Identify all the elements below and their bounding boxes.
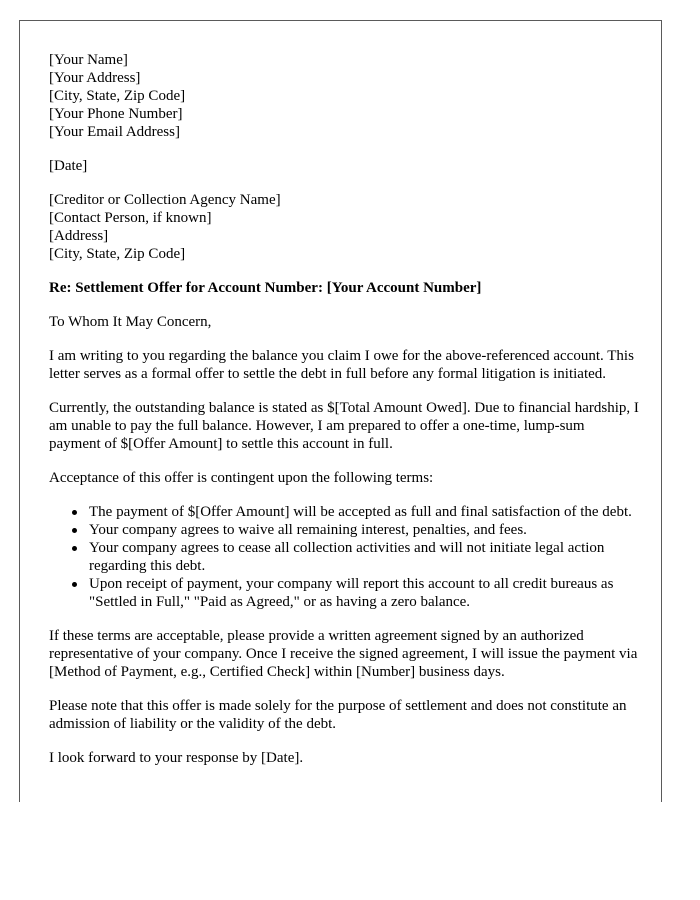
- sender-block: [49, 51, 639, 141]
- recipient-address: [Address]: [49, 228, 109, 244]
- recipient-city-state-zip: [City, State, Zip Code]: [49, 246, 186, 262]
- letter-date: [Date]: [49, 158, 88, 174]
- disclaimer-paragraph: Please note that this offer is made solely for the purpose of settlement and does not constitute an admission of liability or the validity of the debt.: [49, 698, 627, 732]
- sender-name: [Your Name]: [49, 52, 128, 68]
- sender-phone: [Your Phone Number]: [49, 106, 183, 122]
- closing-paragraph: I look forward to your response by [Date].: [49, 750, 304, 766]
- recipient-name: [Creditor or Collection Agency Name]: [49, 192, 281, 208]
- offer-paragraph: Currently, the outstanding balance is stated as $[Total Amount Owed]. Due to financial hardship, I am unable to pay the full balance. However, I am prepared to offer a one-time, lump-sum payment of $[Offer Amount] to settle this account in full.: [49, 400, 639, 452]
- list-item: Your company agrees to waive all remaining interest, penalties, and fees.: [89, 521, 639, 539]
- salutation: To Whom It May Concern,: [49, 314, 212, 330]
- list-item: Upon receipt of payment, your company will report this account to all credit bureaus as "Settled in Full," "Paid as Agreed," or as having a zero balance.: [89, 575, 639, 611]
- letter-page: [19, 20, 662, 802]
- recipient-block: [49, 191, 639, 263]
- list-item: Your company agrees to cease all collection activities and will not initiate legal action regarding this debt.: [89, 539, 639, 575]
- sender-address: [Your Address]: [49, 70, 141, 86]
- sender-city-state-zip: [City, State, Zip Code]: [49, 88, 186, 104]
- sender-email: [Your Email Address]: [49, 124, 180, 140]
- terms-intro-paragraph: Acceptance of this offer is contingent upon the following terms:: [49, 470, 434, 486]
- date-block: [49, 157, 639, 175]
- agreement-paragraph: If these terms are acceptable, please provide a written agreement signed by an authorized representative of your company. Once I receive the signed agreement, I will issue the payment via [Method of Payment, e.g., Certified Check] within [Number] business days.: [49, 628, 638, 680]
- letter-content: [49, 51, 639, 783]
- subject-line: Re: Settlement Offer for Account Number: [Your Account Number]: [49, 280, 482, 296]
- recipient-contact: [Contact Person, if known]: [49, 210, 212, 226]
- intro-paragraph: I am writing to you regarding the balance you claim I owe for the above-referenced account. This letter serves as a formal offer to settle the debt in full before any formal litigation is initiated.: [49, 348, 634, 382]
- terms-list: [49, 503, 639, 611]
- list-item: The payment of $[Offer Amount] will be accepted as full and final satisfaction of the debt.: [89, 503, 639, 521]
